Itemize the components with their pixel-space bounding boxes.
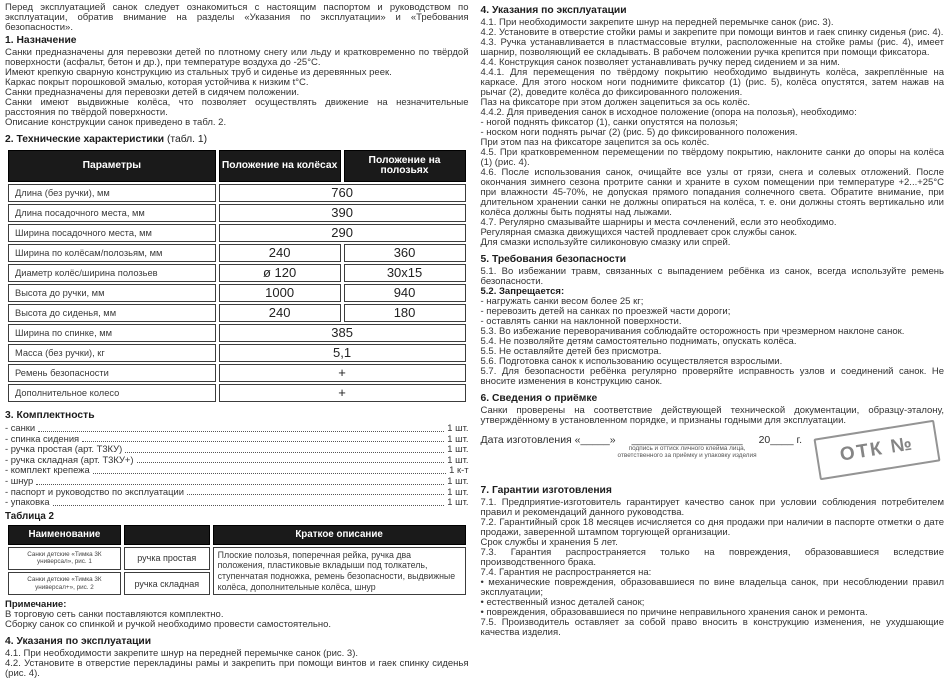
spec-row [8, 204, 466, 222]
signature-caption-line: ответственного за приёмку и упаковку изделия [617, 452, 757, 460]
spec-value: + [219, 364, 466, 382]
kit-item [5, 465, 469, 476]
spec-param: Дополнительное колесо [8, 384, 216, 402]
manufacture-date-area [481, 435, 945, 479]
usage-paragraph: 4.3. Ручка устанавливается в пластмассовые втулки, расположенные на стойке рамы (рис. 4), имеет шарнир, позволяющий ее складывать. В рабочем положении ручка крепится при помощи фиксатора. [480, 37, 944, 58]
spec-value-runners: 940 [344, 284, 466, 302]
kit-item-qty: 1 шт. [447, 496, 469, 508]
acceptance-paragraph: Санки проверены на соответствие действующей технической документации, образцу-эталону, утверждённому в установленном порядке, и признаны годными для эксплуатации. [480, 405, 944, 426]
safety-paragraph: 5.6. Подготовка санок к использованию осуществляется взрослыми. [480, 356, 783, 367]
warranty-paragraph: 7.4. Гарантия не распространяется на: [480, 567, 652, 578]
usage-paragraph: Для смазки используйте силиконовую смазку или спрей. [480, 237, 731, 248]
model-description: Плоские полозья, поперечная рейка, ручка два положения, пластиковые вкладыши под толкатель, ступенчатая подножка, ремень безопасности, выдвижные колёса, дополнительные колёса, шнур [213, 547, 466, 595]
spec-param: Ширина по колёсам/полозьям, мм [8, 244, 216, 262]
spec-value-runners: 30х15 [344, 264, 466, 282]
date-prefix: Дата изготовления «_____» [480, 434, 616, 446]
usage-list-item: - ногой поднять фиксатор (1), санки опустятся на полозья; [480, 117, 738, 128]
signature-block [618, 435, 757, 460]
note-title: Примечание: [5, 599, 67, 611]
warranty-paragraph: 7.3. Гарантия распространяется только на повреждения, образовавшиеся вследствие производственного брака. [480, 547, 944, 568]
section-purpose-title: 1. Назначение [5, 35, 77, 46]
usage-paragraph: 4.2. Установите в отверстие стойки рамы и закрепите при помощи винтов и гаек спинку сиденья (рис. 4). [480, 27, 944, 38]
safety-list-item: - нагружать санки весом более 25 кг; [480, 296, 644, 307]
dotted-leader [187, 494, 444, 495]
section-usage-title-left: 4. Указания по эксплуатации [5, 636, 152, 648]
safety-paragraph: 5.1. Во избежании травм, связанных с выпадением ребёнка из санок, всегда используйте ремень безопасности. [480, 266, 944, 287]
kit-item [5, 487, 469, 498]
kit-item-qty: 1 шт. [447, 474, 469, 486]
spec-row [8, 244, 466, 262]
section-warranty-title: 7. Гарантии изготовления [480, 485, 612, 496]
model-row [8, 547, 466, 570]
dotted-leader [137, 462, 445, 463]
usage-paragraph: 4.5. При кратковременном перемещении по твёрдому покрытию, наклоните санки до опоры на колёса (1) (рис. 4). [480, 147, 944, 168]
spec-value: 390 [219, 204, 466, 222]
safety-list-item: - оставлять санки на наклонной поверхности. [480, 316, 682, 327]
models-col-header: Краткое описание [213, 525, 466, 545]
kit-item [5, 423, 469, 434]
signature-caption [618, 445, 757, 460]
spec-value: 760 [219, 184, 466, 202]
dotted-leader [53, 505, 445, 506]
usage-paragraph: 4.6. После использования санок, очищайте все узлы от грязи, снега и солевых отложений. После окончания зимнего сезона протрите санки и храните в сухом помещении при температуре +2...+25°С при влажности 45-70%, не допуская прямого попадания солнечного света. Обратите внимание, при длительном хранении санки не должны опираться на колёса, т. е. они должны стоять вертикально или колёса должны быть подняты над лыжами. [480, 167, 944, 218]
kit-item-qty: 1 шт. [447, 443, 469, 455]
dotted-leader [93, 473, 446, 474]
kit-list [5, 423, 469, 508]
note-line: Сборку санок со спинкой и ручкой необходимо провести самостоятельно. [5, 619, 332, 631]
spec-value-runners: 180 [344, 304, 466, 322]
kit-item-name: - упаковка [5, 496, 50, 508]
models-col-header: Наименование [8, 525, 121, 545]
kit-item-qty: 1 шт. [447, 432, 469, 444]
spec-param: Высота до ручки, мм [8, 284, 216, 302]
section-safety-title: 5. Требования безопасности [480, 254, 627, 265]
spec-row [8, 324, 466, 342]
warranty-paragraph: Срок службы и хранения 5 лет. [480, 537, 618, 548]
purpose-paragraph: Имеют крепкую сварную конструкцию из стальных труб и сиденье из деревянных реек. [5, 67, 392, 78]
purpose-paragraph: Описание конструкции санок приведено в табл. 2. [5, 117, 227, 128]
kit-item-name: - ручка складная (арт. Т3КУ+) [5, 453, 134, 465]
usage-paragraph: 4.7. Регулярно смазывайте шарниры и места сочленений, если это необходимо. [480, 217, 837, 228]
section-usage-title: 4. Указания по эксплуатации [480, 5, 627, 16]
spec-param: Высота до сиденья, мм [8, 304, 216, 322]
purpose-paragraph: Санки предназначены для перевозки детей по плотному снегу или льду и кратковременно по твёрдой поверхности (асфальт, бетон и др.), при температуре воздуха до -25°С. [5, 47, 469, 68]
usage-paragraph: Регулярная смазка движущихся частей продлевает срок службы санок. [480, 227, 798, 238]
spec-value-runners: 360 [344, 244, 466, 262]
safety-prohibited-title: 5.2. Запрещается: [480, 286, 565, 297]
warranty-list-item: • механические повреждения, образовавшиеся по вине владельца санок, при несоблюдении правил эксплуатации; [480, 577, 944, 598]
kit-item-name: - санки [5, 422, 36, 433]
spec-row [8, 184, 466, 202]
model-name: Санки детские «Тимка 3К универсал+», рис. 2 [8, 572, 121, 595]
spec-col-header: Параметры [8, 150, 216, 182]
spec-param: Ремень безопасности [8, 364, 216, 382]
spec-value-wheels: 240 [219, 244, 341, 262]
models-header-row [8, 525, 466, 545]
dotted-leader [82, 441, 444, 442]
spec-value-wheels: 240 [219, 304, 341, 322]
kit-item-name: - спинка сидения [5, 432, 80, 444]
table2-label: Таблица 2 [5, 510, 55, 522]
left-column [5, 2, 469, 679]
usage-paragraph: При этом паз на фиксаторе зацепится за ось колёс. [480, 137, 710, 148]
safety-paragraph: 5.4. Не позволяйте детям самостоятельно поднимать, опускать колёса. [480, 336, 797, 347]
intro-paragraph: Перед эксплуатацией санок следует ознакомиться с настоящим паспортом и руководством по эксплуатации, обратив внимание на разделы «Указания по эксплуатации» и «Требования безопасности». [5, 2, 469, 33]
kit-item [5, 497, 469, 508]
usage-paragraph: 4.4. Конструкция санок позволяет устанавливать ручку перед сидением и за ним. [480, 57, 840, 68]
spec-value-wheels: ø 120 [219, 264, 341, 282]
kit-item-name: - паспорт и руководство по эксплуатации [5, 485, 184, 497]
spec-table [5, 148, 469, 404]
spec-value: 5,1 [219, 344, 466, 362]
specs-title-note: (табл. 1) [166, 134, 208, 145]
spec-param: Ширина посадочного места, мм [8, 224, 216, 242]
kit-item [5, 476, 469, 487]
dotted-leader [38, 431, 444, 432]
safety-paragraph: 5.7. Для безопасности ребёнка регулярно проверяйте исправность узлов и соединений санок. Не вносите изменения в конструкцию санок. [480, 366, 944, 387]
signature-blank: ___________________ [631, 434, 743, 446]
kit-item-name: - ручка простая (арт. Т3КУ) [5, 443, 123, 455]
spec-value-wheels: 1000 [219, 284, 341, 302]
model-handle: ручка простая [124, 547, 210, 570]
kit-item-qty: 1 шт. [447, 485, 469, 497]
spec-col-header: Положение на полозьях [344, 150, 466, 182]
usage-paragraph: 4.4.1. Для перемещения по твёрдому покрытию необходимо выдвинуть колёса, закреплённые на каркасе. Для этого носком ноги поднимите фиксатор (1) (рис. 5), колёса опустятся, затем нажав на рычаг (2), доведите колёса до фиксированного положения. [480, 67, 944, 98]
kit-item-qty: 1 шт. [447, 422, 469, 433]
spec-row [8, 364, 466, 382]
kit-item-name: - шнур [5, 474, 34, 486]
section-specs-title [5, 134, 469, 146]
warranty-paragraph: 7.1. Предприятие-изготовитель гарантирует качество санок при условии соблюдения потребителем правил и рекомендаций данного руководства. [480, 497, 944, 518]
model-name: Санки детские «Тимка 3К универсал», рис. 1 [8, 547, 121, 570]
warranty-paragraph: 7.5. Производитель оставляет за собой право вносить в конструкцию изменения, не ухудшающие качества изделия. [480, 617, 944, 638]
date-year-suffix: 20____ г. [758, 434, 802, 446]
otk-stamp [813, 420, 940, 481]
specs-title-text: 2. Технические характеристики [5, 134, 165, 145]
warranty-list-item: • повреждения, образовавшиеся по причине неправильного хранения санок и ремонта. [480, 607, 868, 618]
spec-row [8, 384, 466, 402]
usage-paragraph: Паз на фиксаторе при этом должен зацепиться за ось колёс. [480, 97, 751, 108]
kit-item-name: - комплект крепежа [5, 464, 90, 476]
spec-param: Длина (без ручки), мм [8, 184, 216, 202]
spec-param: Длина посадочного места, мм [8, 204, 216, 222]
spec-table-header-row [8, 150, 466, 182]
usage-paragraph: 4.4.2. Для приведения санок в исходное положение (опора на полозья), необходимо: [480, 107, 857, 118]
models-col-header-empty [124, 525, 210, 545]
spec-param: Ширина по спинке, мм [8, 324, 216, 342]
purpose-paragraph: Санки имеют выдвижные колёса, что позволяет осуществлять движение на незначительные расстояния по твёрдой поверхности. [5, 97, 469, 118]
usage-paragraph-left: 4.2. Установите в отверстие перекладины рамы и закрепить при помощи винтов и гаек спинку сиденья (рис. 4). [5, 658, 469, 679]
spec-param: Масса (без ручки), кг [8, 344, 216, 362]
spec-col-header: Положение на колёсах [219, 150, 341, 182]
right-column [481, 3, 945, 660]
spec-row [8, 344, 466, 362]
safety-list-item: - перевозить детей на санках по проезжей части дороги; [480, 306, 731, 317]
models-table [5, 523, 469, 597]
kit-item-qty: 1 шт. [447, 453, 469, 465]
spec-value: 290 [219, 224, 466, 242]
dotted-leader [125, 452, 444, 453]
safety-paragraph: 5.3. Во избежание переворачивания соблюдайте осторожность при чрезмерном наклоне санок. [480, 326, 905, 337]
warranty-list-item: • естественный износ деталей санок; [480, 597, 645, 608]
purpose-paragraph: Санки предназначены для перевозки детей в сидячем положении. [5, 87, 300, 98]
note-line: В торговую сеть санки поставляются комплектно. [5, 609, 224, 621]
section-kit-title: 3. Комплектность [5, 410, 95, 421]
warranty-paragraph: 7.2. Гарантийный срок 18 месяцев исчисляется со дня продажи при наличии в паспорте отметки о дате продажи, заверенной штампом торгующей организации. [480, 517, 944, 538]
otk-stamp-text: ОТК № [838, 433, 916, 466]
section-acceptance-title: 6. Сведения о приёмке [480, 393, 598, 404]
spec-row [8, 304, 466, 322]
usage-paragraph: 4.1. При необходимости закрепите шнур на передней перемычке санок (рис. 3). [480, 17, 834, 28]
dotted-leader [36, 484, 444, 485]
spec-row [8, 224, 466, 242]
safety-paragraph: 5.5. Не оставляйте детей без присмотра. [480, 346, 662, 357]
signature-caption-line: подпись и оттиск личного клейма лица, [628, 445, 746, 452]
spec-row [8, 284, 466, 302]
kit-item-qty: 1 к-т [449, 464, 469, 476]
note-block [5, 600, 469, 630]
spec-value: 385 [219, 324, 466, 342]
spec-value: + [219, 384, 466, 402]
model-handle: ручка складная [124, 572, 210, 595]
usage-list-item: - носком ноги поднять рычаг (2) (рис. 5) до фиксированного положения. [480, 127, 798, 138]
spec-row [8, 264, 466, 282]
usage-paragraph-left: 4.1. При необходимости закрепите шнур на передней перемычке санок (рис. 3). [5, 648, 359, 660]
spec-param: Диаметр колёс/ширина полозьев [8, 264, 216, 282]
purpose-paragraph: Каркас покрыт порошковой эмалью, которая устойчива к низким t°С. [5, 77, 309, 88]
